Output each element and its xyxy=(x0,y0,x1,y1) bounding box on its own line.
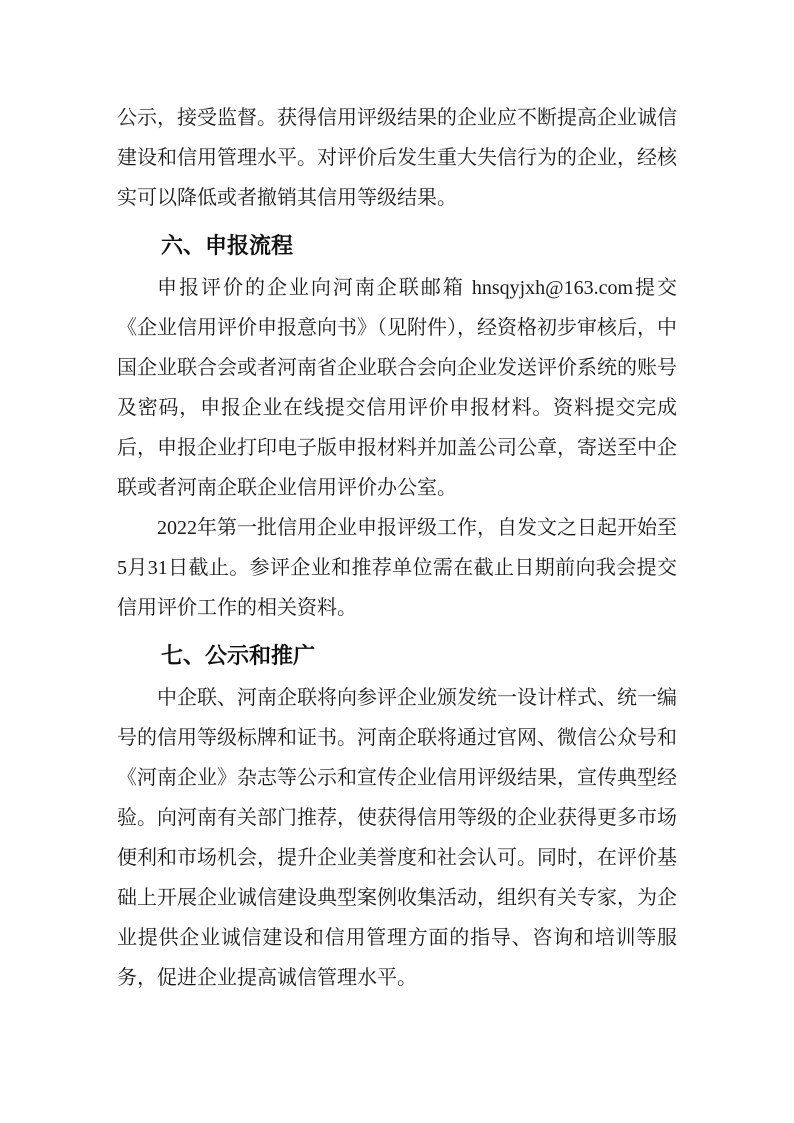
section-heading-application-process: 六、申报流程 xyxy=(161,233,294,258)
paragraph-publicity-details: 中企联、河南企联将向参评企业颁发统一设计样式、统一编号的信用等级标牌和证书。河南企联将通过官网、微信公众号和《河南企业》杂志等公示和宣传企业信用评级结果，宣传典型经验。向河南有关部门推荐，使获得信用等级的企业获得更多市场便利和市场机会，提升企业美誉度和社会认可。同时，在评价基础上开展企业诚信建设典型案例收集活动，组织有关专家，为企业提供企业诚信建设和信用管理方面的指导、咨询和培训等服务，促进企业提高诚信管理水平。 xyxy=(117,687,677,989)
section-heading-publicity-promotion: 七、公示和推广 xyxy=(161,643,316,668)
paragraph-credit-supervision: 公示，接受监督。获得信用评级结果的企业应不断提高企业诚信建设和信用管理水平。对评价后发生重大失信行为的企业，经核实可以降低或者撤销其信用等级结果。 xyxy=(117,107,677,209)
document-body xyxy=(117,98,677,998)
paragraph-deadline: 2022年第一批信用企业申报评级工作，自发文之日起开始至5月31日截止。参评企业和推荐单位需在截止日期前向我会提交信用评价工作的相关资料。 xyxy=(117,517,677,619)
paragraph-application-steps: 申报评价的企业向河南企联邮箱 hnsqyjxh@163.com提交《企业信用评价申报意向书》（见附件），经资格初步审核后，中国企业联合会或者河南省企业联合会向企业发送评价系统的账号及密码，申报企业在线提交信用评价申报材料。资料提交完成后，申报企业打印电子版申报材料并加盖公司公章，寄送至中企联或者河南企联企业信用评价办公室。 xyxy=(117,277,677,499)
